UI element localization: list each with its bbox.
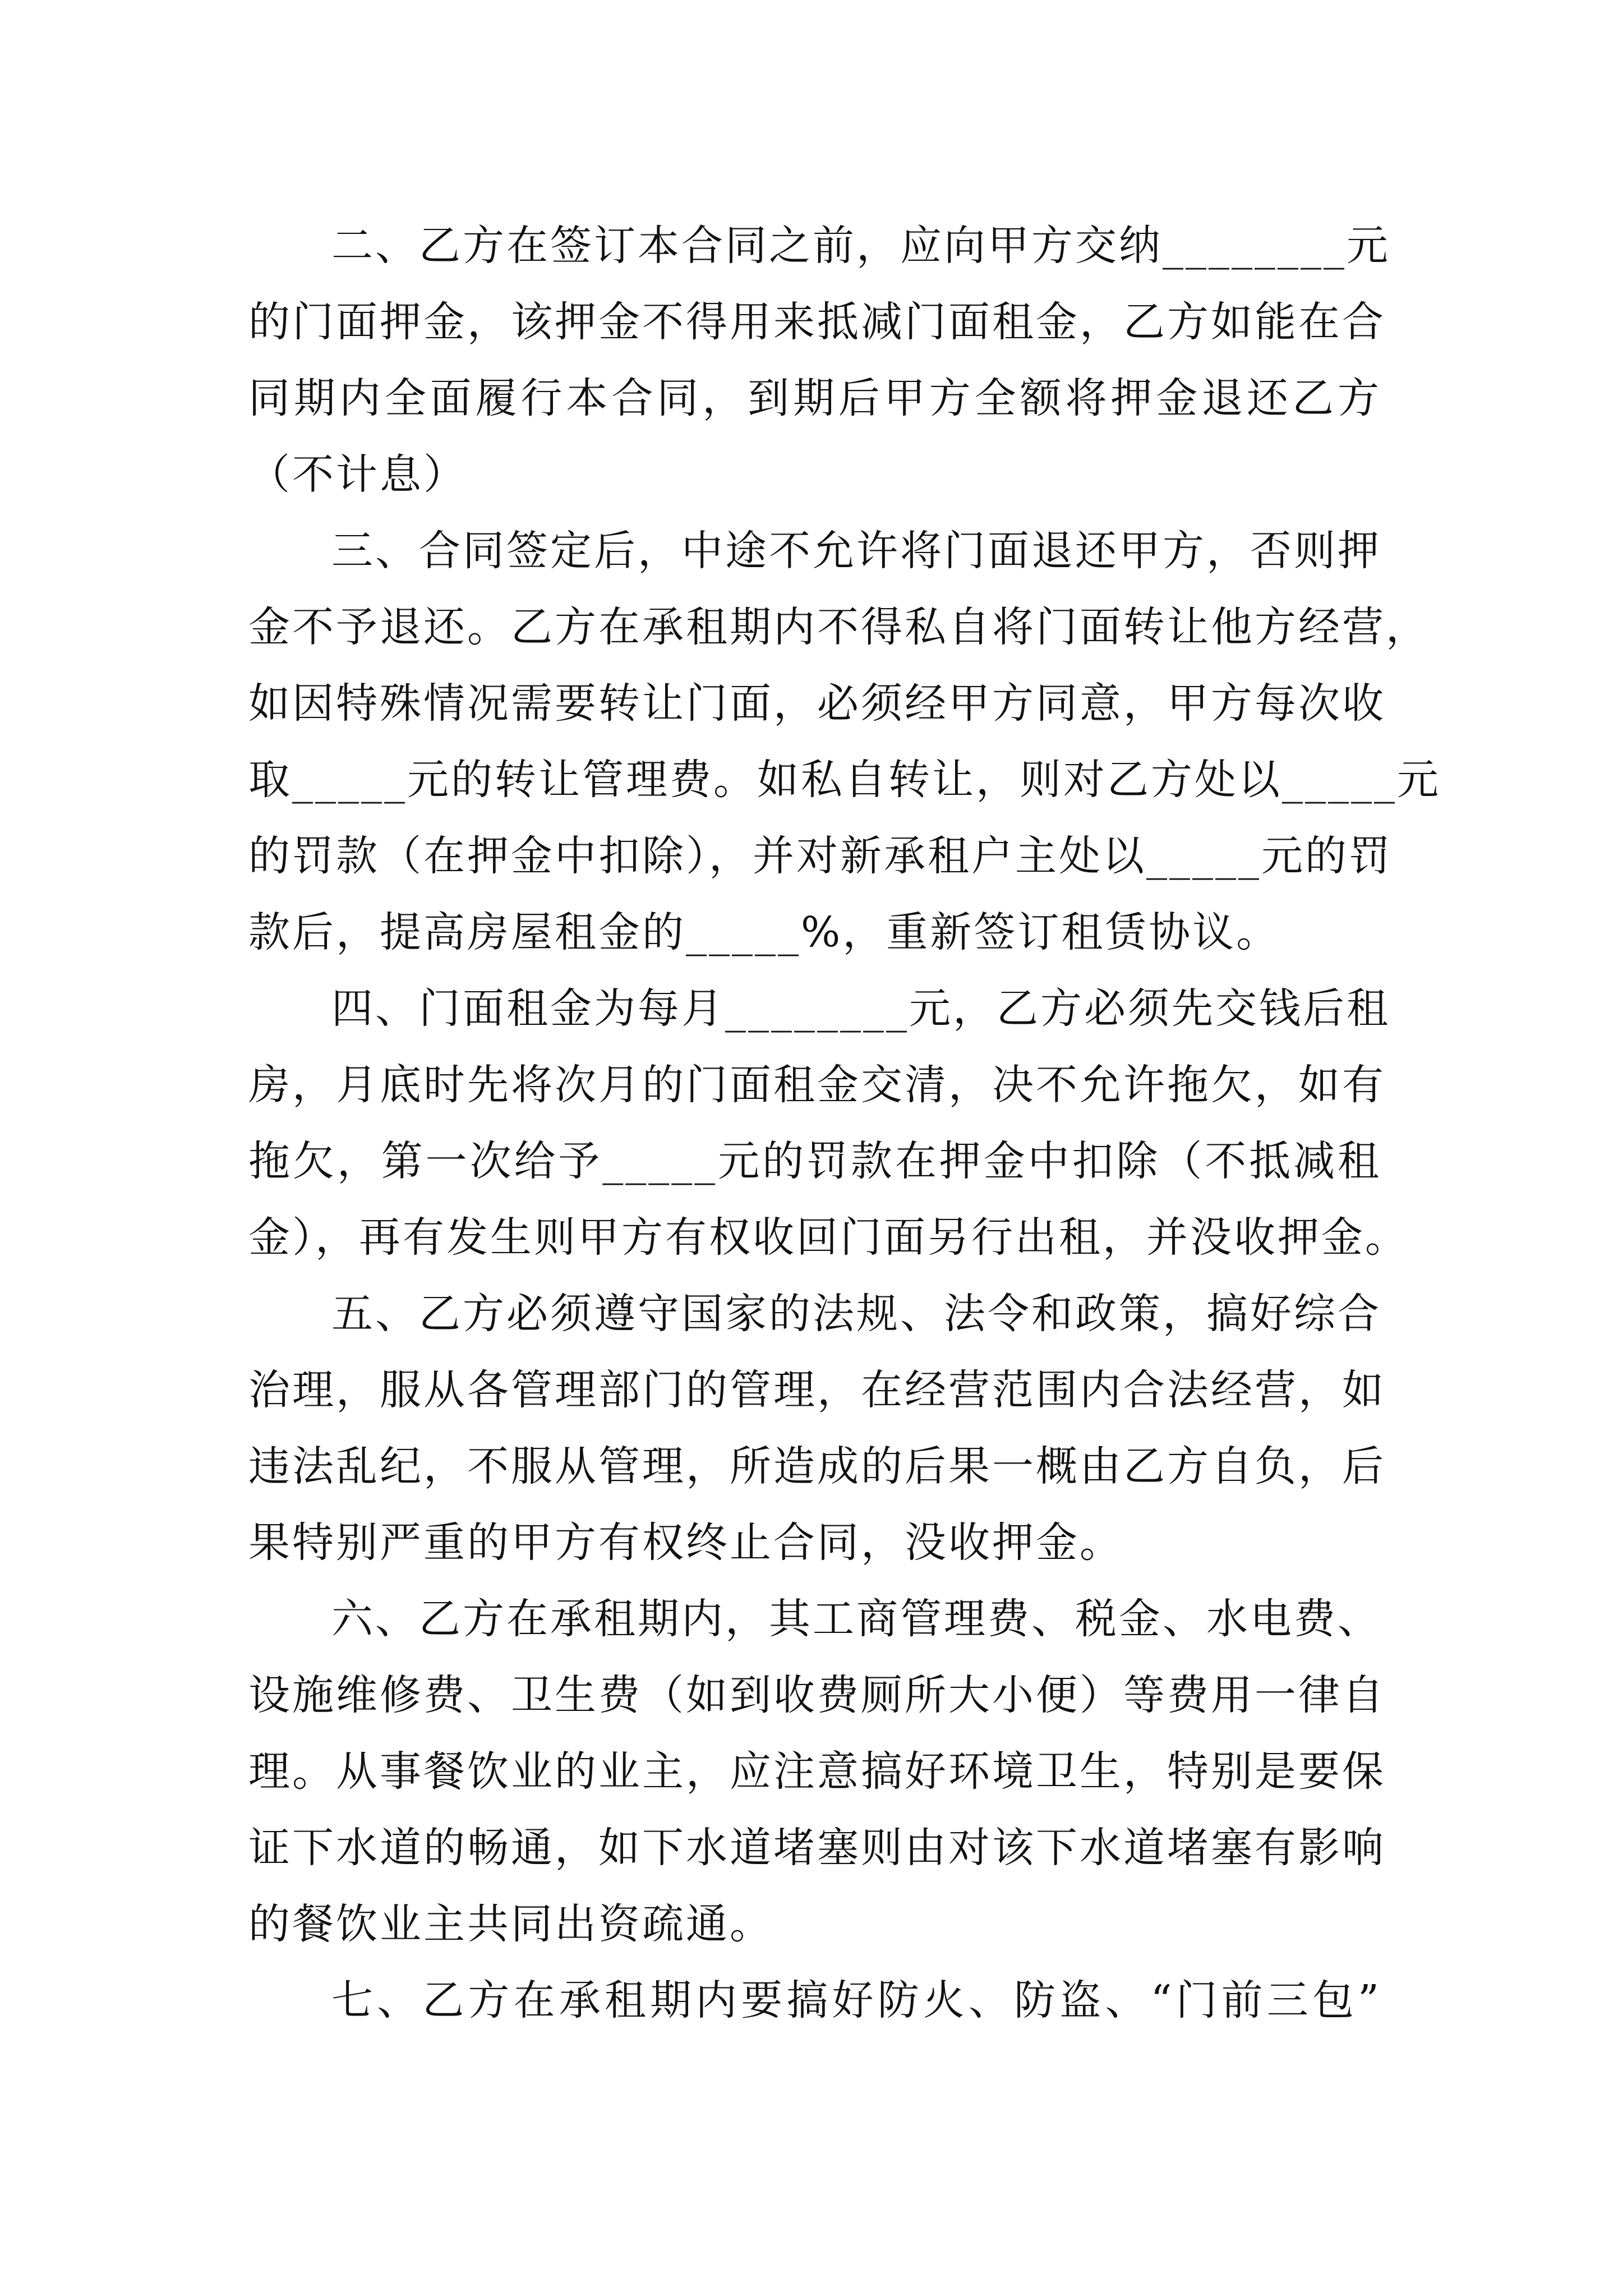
text-line: 果特别严重的甲方有权终止合同，没收押金。 bbox=[248, 1519, 1123, 1567]
text-line: 拖欠，第一次给予_____元的罚款在押金中扣除（不抵减租 bbox=[248, 1137, 1381, 1185]
text-line: 金不予退还。乙方在承租期内不得私自将门面转让他方经营， bbox=[248, 603, 1430, 651]
text-line: 二、乙方在签订本合同之前，应向甲方交纳________元 bbox=[331, 222, 1390, 270]
clause-7 bbox=[248, 1962, 1381, 2039]
text-line: 的餐饮业主共同出资疏通。 bbox=[248, 1900, 773, 1948]
text-line: 五、乙方必须遵守国家的法规、法令和政策，搞好综合 bbox=[331, 1290, 1381, 1338]
text-line: 如因特殊情况需要转让门面，必须经甲方同意，甲方每次收 bbox=[248, 679, 1386, 728]
text-line: 取_____元的转让管理费。如私自转让，则对乙方处以_____元 bbox=[248, 756, 1441, 804]
document-body bbox=[248, 208, 1441, 2039]
text-line: 金），再有发生则甲方有权收回门面另行出租，并没收押金。 bbox=[248, 1213, 1409, 1262]
text-line: （不计息） bbox=[248, 450, 467, 499]
clause-6 bbox=[248, 1581, 1386, 1962]
clause-4 bbox=[248, 970, 1409, 1276]
text-line: 证下水道的畅通，如下水道堵塞则由对该下水道堵塞有影响 bbox=[248, 1824, 1386, 1872]
text-line: 三、合同签定后，中途不允许将门面退还甲方，否则押 bbox=[331, 527, 1381, 575]
text-line: 房，月底时先将次月的门面租金交清，决不允许拖欠，如有 bbox=[248, 1061, 1386, 1109]
text-line: 六、乙方在承租期内，其工商管理费、税金、水电费、 bbox=[331, 1595, 1381, 1643]
clause-2 bbox=[248, 208, 1390, 513]
text-line: 四、门面租金为每月________元，乙方必须先交钱后租 bbox=[331, 984, 1390, 1033]
text-line: 七、乙方在承租期内要搞好防火、防盗、“门前三包” bbox=[331, 1976, 1381, 2024]
text-line: 同期内全面履行本合同，到期后甲方全额将押金退还乙方 bbox=[248, 374, 1381, 422]
text-line: 违法乱纪，不服从管理，所造成的后果一概由乙方自负，后 bbox=[248, 1442, 1386, 1490]
text-line: 设施维修费、卫生费（如到收费厕所大小便）等费用一律自 bbox=[248, 1671, 1386, 1719]
clause-5 bbox=[248, 1276, 1386, 1581]
clause-3 bbox=[248, 513, 1441, 970]
text-line: 的门面押金，该押金不得用来抵减门面租金，乙方如能在合 bbox=[248, 298, 1386, 346]
text-line: 款后，提高房屋租金的_____%，重新签订租赁协议。 bbox=[248, 908, 1280, 956]
text-line: 治理，服从各管理部门的管理，在经营范围内合法经营，如 bbox=[248, 1366, 1386, 1414]
text-line: 理。从事餐饮业的业主，应注意搞好环境卫生，特别是要保 bbox=[248, 1747, 1386, 1796]
text-line: 的罚款（在押金中扣除），并对新承租户主处以_____元的罚 bbox=[248, 832, 1393, 880]
